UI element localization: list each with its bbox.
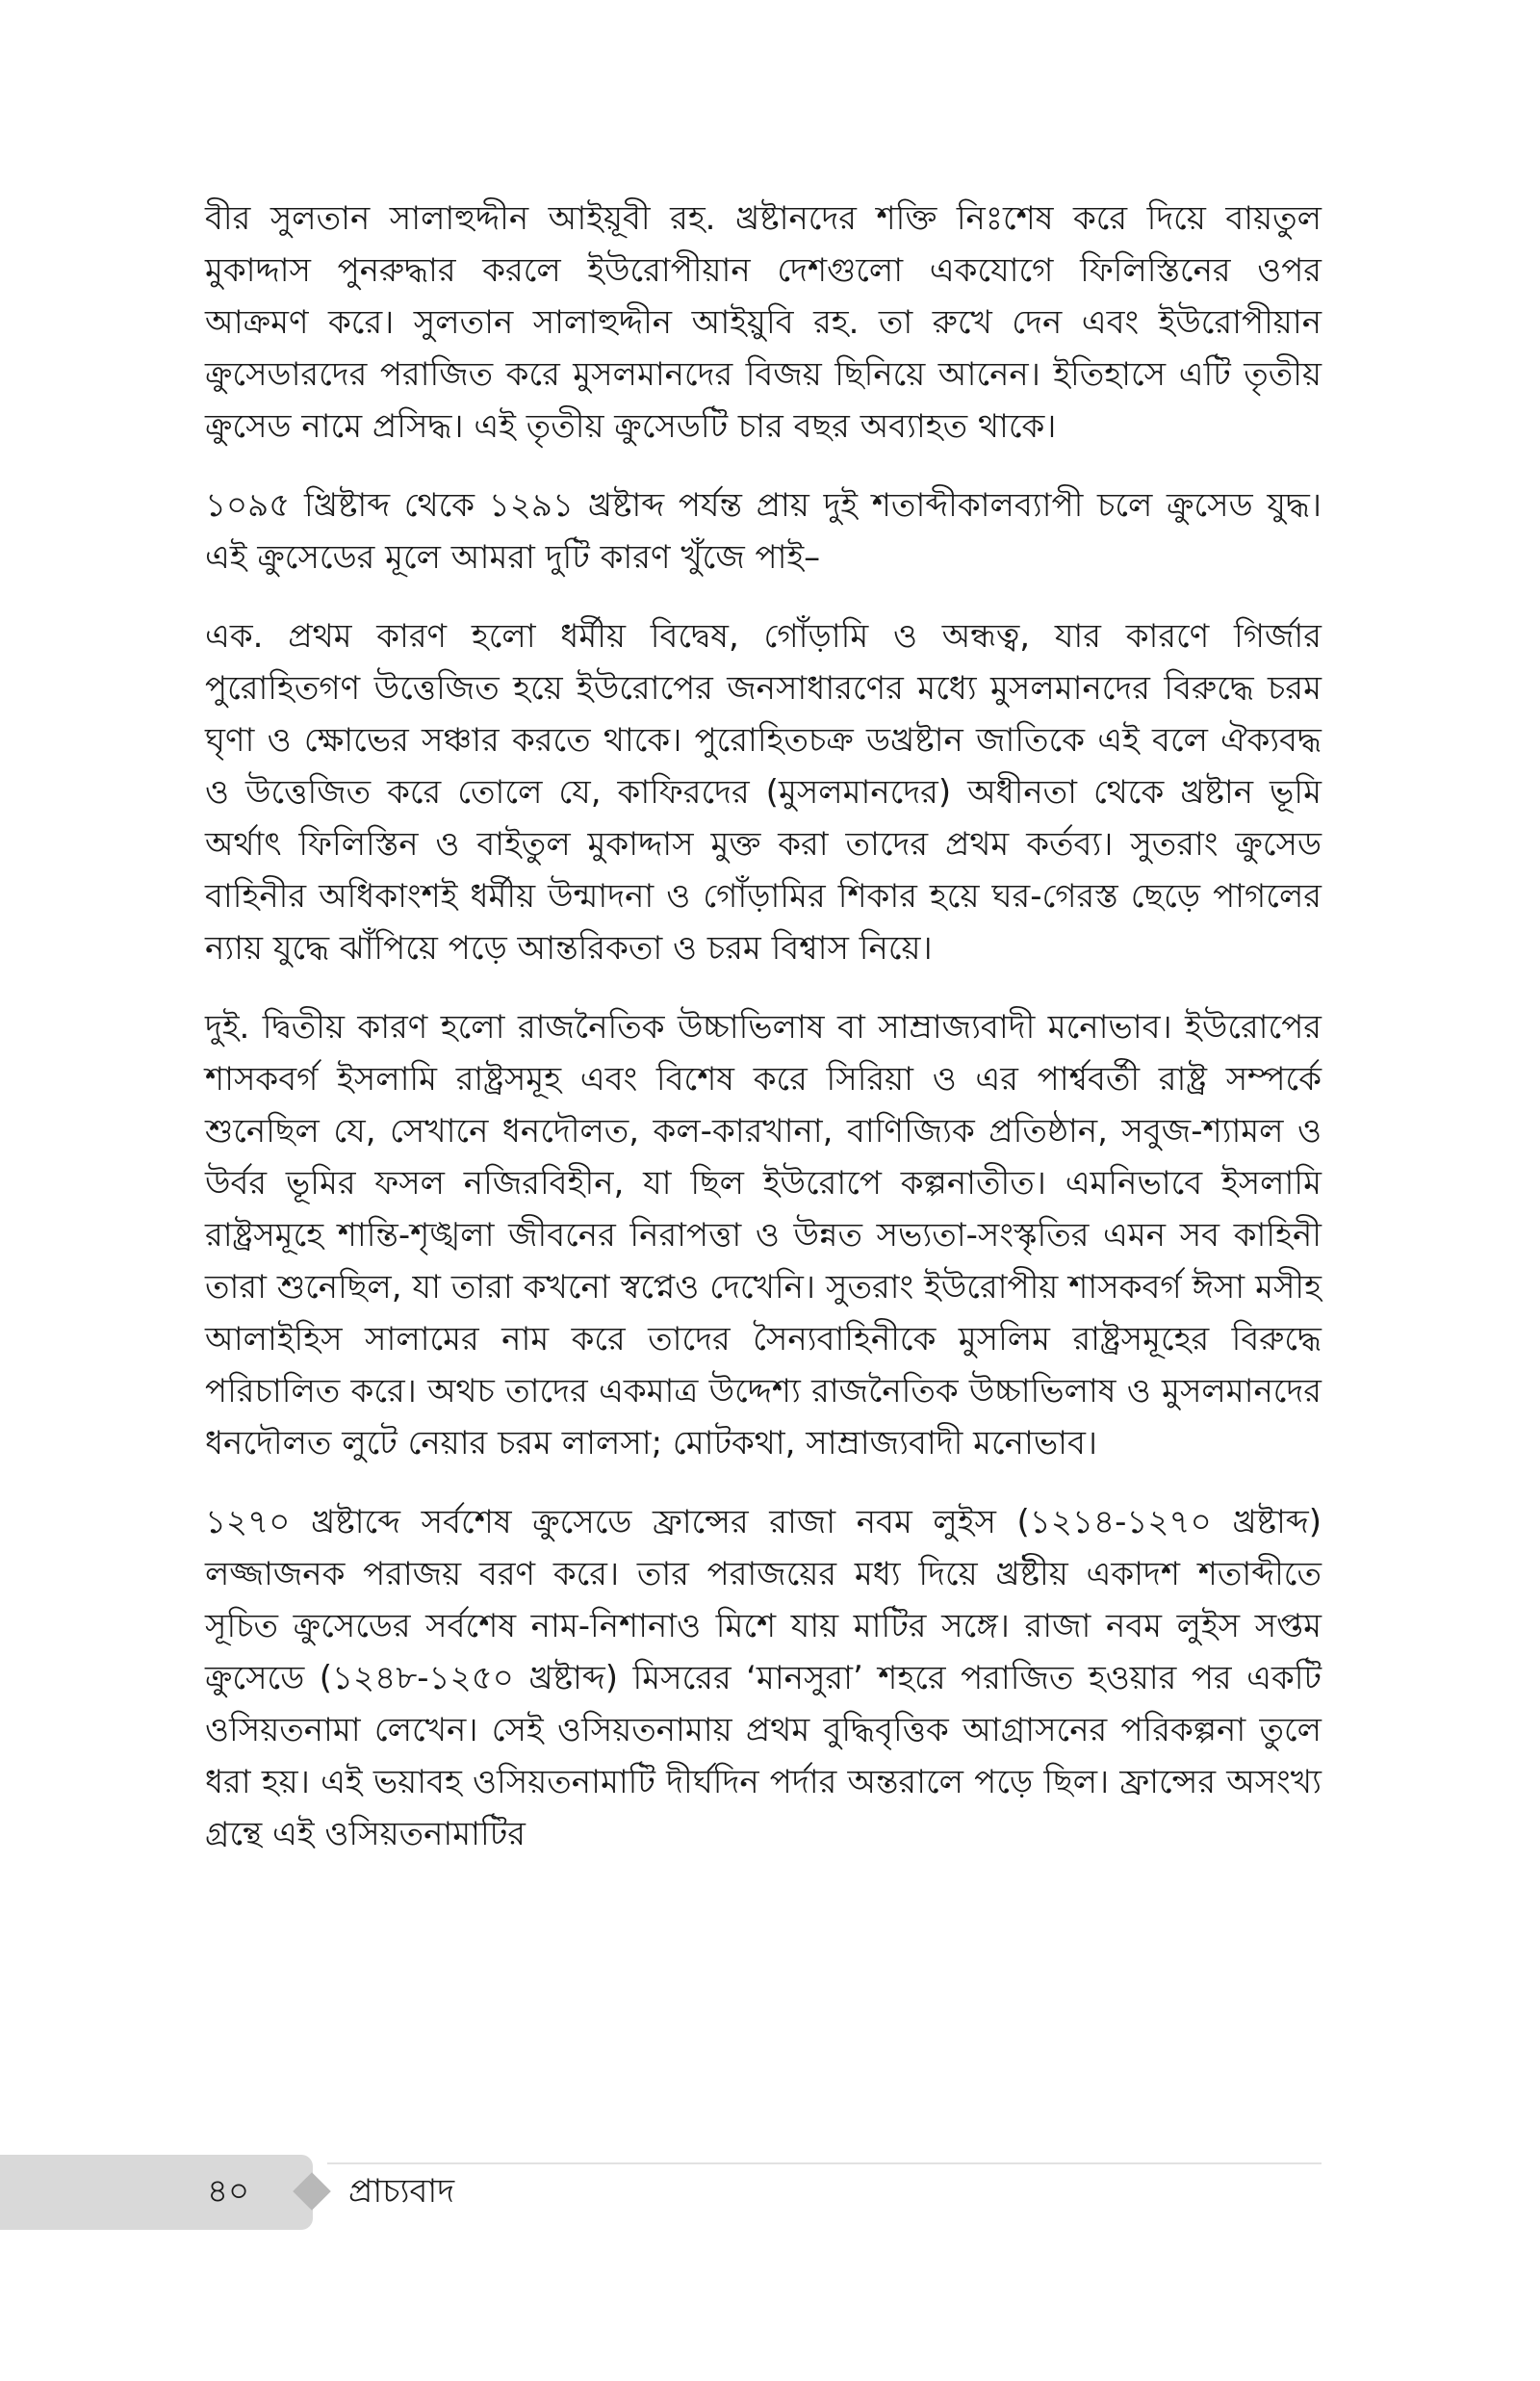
footer-rule	[327, 2162, 1322, 2164]
paragraph-crusade-causes-intro: ১০৯৫ খ্রিষ্টাব্দ থেকে ১২৯১ খ্রষ্টাব্দ পর্যন্ত প্রায় দুই শতাব্দীকালব্যাপী চলে ক্রুসেড যুদ্ধ। এই ক্রুসেডের মূলে আমরা দুটি কারণ খুঁজে পাই–	[205, 486, 1322, 577]
footer-band	[0, 2155, 313, 2230]
paragraph-second-cause: দুই. দ্বিতীয় কারণ হলো রাজনৈতিক উচ্চাভিলাষ বা সাম্রাজ্যবাদী মনোভাব। ইউরোপের শাসকবর্গ ইসলামি রাষ্ট্রসমূহ এবং বিশেষ করে সিরিয়া ও এর পার্শ্ববর্তী রাষ্ট্র সম্পর্কে শুনেছিল যে, সেখানে ধনদৌলত, কল-কারখানা, বাণিজ্যিক প্রতিষ্ঠান, সবুজ-শ্যামল ও উর্বর ভূমির ফসল নজিরবিহীন, যা ছিল ইউরোপে কল্পনাতীত। এমনিভাবে ইসলামি রাষ্ট্রসমূহে শান্তি-শৃঙ্খলা জীবনের নিরাপত্তা ও উন্নত সভ্যতা-সংস্কৃতির এমন সব কাহিনী তারা শুনেছিল, যা তারা কখনো স্বপ্নেও দেখেনি। সুতরাং ইউরোপীয় শাসকবর্গ ঈসা মসীহ আলাইহিস সালামের নাম করে তাদের সৈন্যবাহিনীকে মুসলিম রাষ্ট্রসমূহের বিরুদ্ধে পরিচালিত করে। অথচ তাদের একমাত্র উদ্দেশ্য রাজনৈতিক উচ্চাভিলাষ ও মুসলমানদের ধনদৌলত লুটে নেয়ার চরম লালসা; মোটকথা, সাম্রাজ্যবাদী মনোভাব।	[205, 1008, 1322, 1462]
body-text	[205, 193, 1322, 1887]
paragraph-third-crusade: বীর সুলতান সালাহুদ্দীন আইয়ূবী রহ. খ্রষ্টানদের শক্তি নিঃশেষ করে দিয়ে বায়তুল মুকাদ্দাস পুনরুদ্ধার করলে ইউরোপীয়ান দেশগুলো একযোগে ফিলিস্তিনের ওপর আক্রমণ করে। সুলতান সালাহুদ্দীন আইয়ুবি রহ. তা রুখে দেন এবং ইউরোপীয়ান ক্রুসেডারদের পরাজিত করে মুসলমানদের বিজয় ছিনিয়ে আনেন। ইতিহাসে এটি তৃতীয় ক্রুসেড নামে প্রসিদ্ধ। এই তৃতীয় ক্রুসেডটি চার বছর অব্যাহত থাকে।	[205, 199, 1322, 446]
paragraph-last-crusade: ১২৭০ খ্রষ্টাব্দে সর্বশেষ ক্রুসেডে ফ্রান্সের রাজা নবম লুইস (১২১৪-১২৭০ খ্রষ্টাব্দ) লজ্জাজনক পরাজয় বরণ করে। তার পরাজয়ের মধ্য দিয়ে খ্রষ্টীয় একাদশ শতাব্দীতে সূচিত ক্রুসেডের সর্বশেষ নাম-নিশানাও মিশে যায় মাটির সঙ্গে। রাজা নবম লুইস সপ্তম ক্রুসেডে (১২৪৮-১২৫০ খ্রষ্টাব্দ) মিসরের ‘মানসুরা’ শহরে পরাজিত হওয়ার পর একটি ওসিয়তনামা লেখেন। সেই ওসিয়তনামায় প্রথম বুদ্ধিবৃত্তিক আগ্রাসনের পরিকল্পনা তুলে ধরা হয়। এই ভয়াবহ ওসিয়তনামাটি দীর্ঘদিন পর্দার অন্তরালে পড়ে ছিল। ফ্রান্সের অসংখ্য গ্রন্থে এই ওসিয়তনামাটির	[205, 1503, 1322, 1853]
page-number: ৪০	[207, 2172, 250, 2211]
paragraph-first-cause: এক. প্রথম কারণ হলো ধর্মীয় বিদ্বেষ, গোঁড়ামি ও অন্ধত্ব, যার কারণে গির্জার পুরোহিতগণ উত্তেজিত হয়ে ইউরোপের জনসাধারণের মধ্যে মুসলমানদের বিরুদ্ধে চরম ঘৃণা ও ক্ষোভের সঞ্চার করতে থাকে। পুরোহিতচক্র ডখ্রষ্টান জাতিকে এই বলে ঐক্যবদ্ধ ও উত্তেজিত করে তোলে যে, কাফিরদের (মুসলমানদের) অধীনতা থেকে খ্রষ্টান ভূমি অর্থাৎ ফিলিস্তিন ও বাইতুল মুকাদ্দাস মুক্ত করা তাদের প্রথম কর্তব্য। সুতরাং ক্রুসেড বাহিনীর অধিকাংশই ধর্মীয় উন্মাদনা ও গোঁড়ামির শিকার হয়ে ঘর-গেরস্ত ছেড়ে পাগলের ন্যায় যুদ্ধে ঝাঁপিয়ে পড়ে আন্তরিকতা ও চরম বিশ্বাস নিয়ে।	[205, 617, 1322, 968]
book-title: প্রাচ্যবাদ	[348, 2172, 455, 2211]
